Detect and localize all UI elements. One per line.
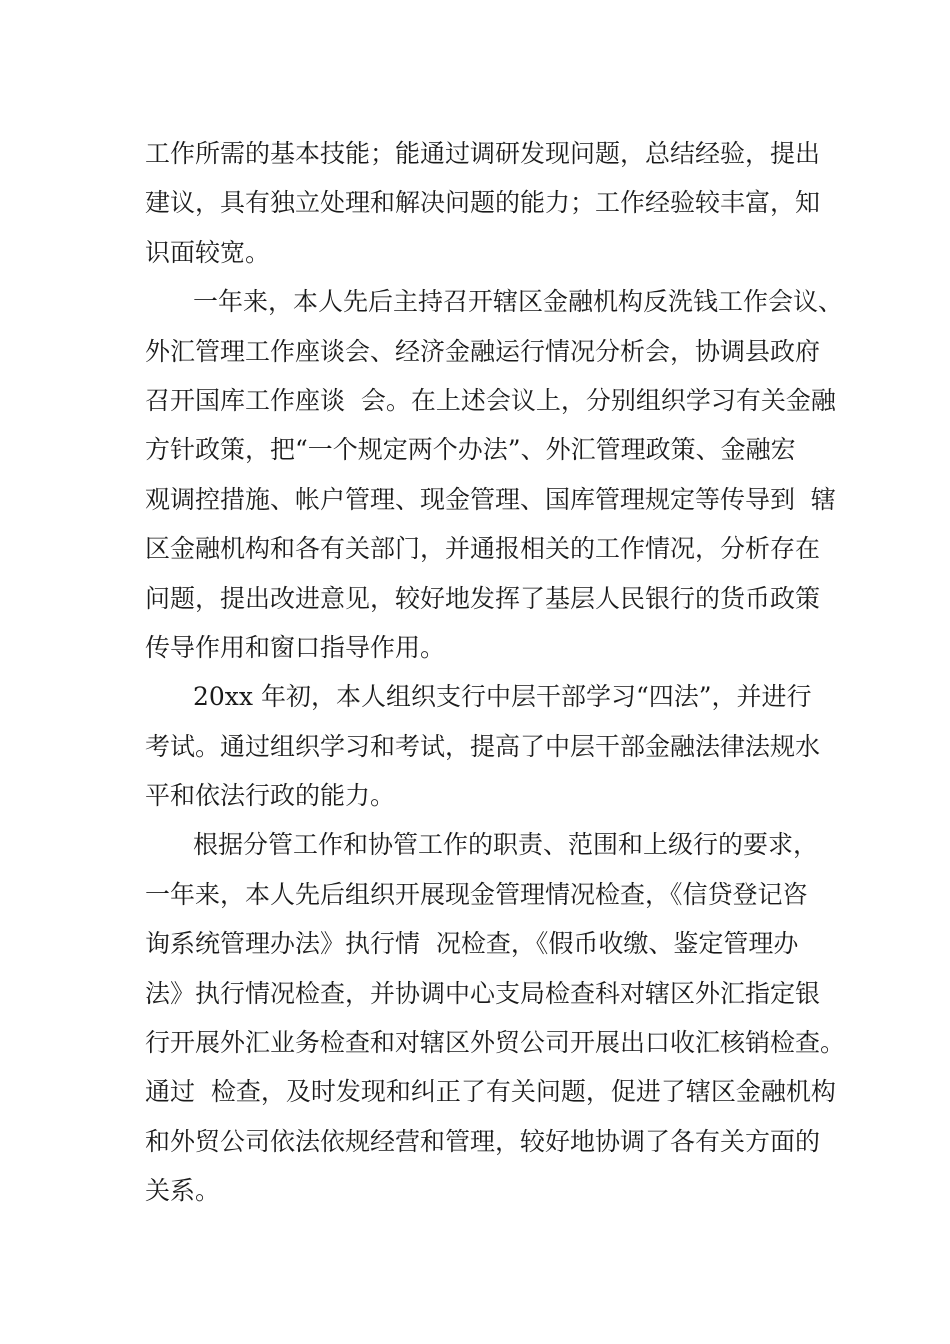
text-line: 传导作用和窗口指导作用。 bbox=[145, 632, 446, 662]
text-line: 根据分管工作和协管工作的职责、范围和上级行的要求， bbox=[193, 830, 819, 860]
text-line: 识面较宽。 bbox=[145, 237, 271, 267]
text-line: 平和依法行政的能力。 bbox=[145, 781, 396, 811]
text-line: 通过 检查，及时发现和纠正了有关问题，促进了辖区金融机构 bbox=[145, 1077, 836, 1107]
text-line: 建议，具有独立处理和解决问题的能力；工作经验较丰富，知 bbox=[145, 188, 821, 218]
text-line: 工作所需的基本技能；能通过调研发现问题，总结经验，提出 bbox=[145, 139, 821, 168]
text-line: 行开展外汇业务检查和对辖区外贸公司开展出口收汇核销检查。 bbox=[145, 1028, 846, 1058]
paragraph-3 bbox=[145, 672, 845, 820]
text-line: 召开国库工作座谈 会。在上述会议上，分别组织学习有关金融 bbox=[145, 385, 836, 415]
text-line: 询系统管理办法》执行情 况检查，《假币收缴、鉴定管理办 bbox=[145, 929, 799, 959]
text-line: 考试。通过组织学习和考试，提高了中层干部金融法律法规水 bbox=[145, 731, 821, 761]
body-text bbox=[145, 129, 845, 1216]
text-line: 外汇管理工作座谈会、经济金融运行情况分析会，协调县政府 bbox=[145, 336, 821, 366]
text-line: 和外贸公司依法依规经营和管理，较好地协调了各有关方面的 bbox=[145, 1126, 821, 1156]
text-line: 关系。 bbox=[145, 1176, 221, 1206]
paragraph-2 bbox=[145, 277, 845, 672]
text-line: 问题，提出改进意见，较好地发挥了基层人民银行的货币政策 bbox=[145, 583, 821, 613]
text-line: 观调控措施、帐户管理、现金管理、国库管理规定等传导到 辖 bbox=[145, 484, 836, 514]
text-line: 区金融机构和各有关部门，并通报相关的工作情况，分析存在 bbox=[145, 534, 821, 564]
text-line: 方针政策，把“一个规定两个办法”、外汇管理政策、金融宏 bbox=[145, 435, 796, 465]
text-line: 一年来，本人先后组织开展现金管理情况检查，《信贷登记咨 bbox=[145, 879, 808, 909]
text-line: 法》执行情况检查，并协调中心支局检查科对辖区外汇指定银 bbox=[145, 978, 821, 1008]
text-line: 一年来，本人先后主持召开辖区金融机构反洗钱工作会议、 bbox=[193, 287, 844, 317]
paragraph-4 bbox=[145, 820, 845, 1215]
paragraph-1 bbox=[145, 129, 845, 277]
text-line: 20xx 年初，本人组织支行中层干部学习“四法”，并进行 bbox=[193, 682, 812, 712]
